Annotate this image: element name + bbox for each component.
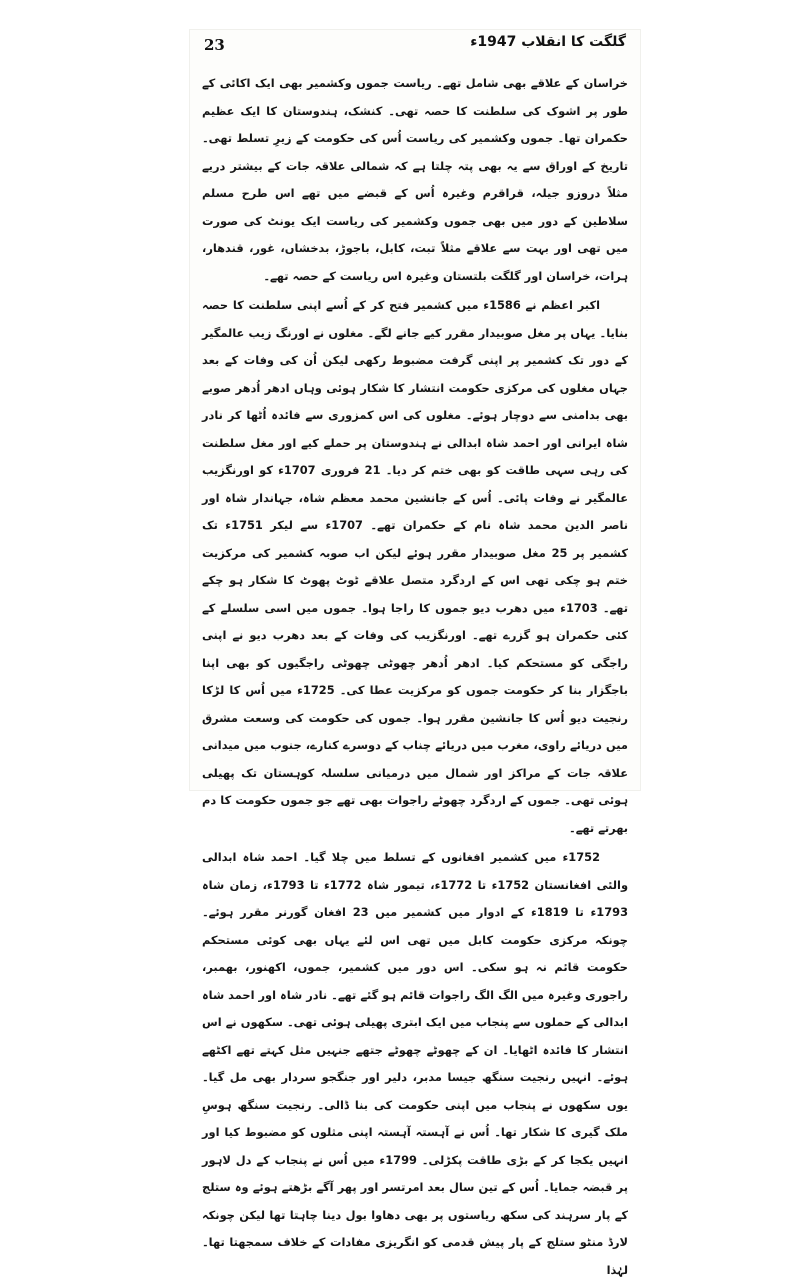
page-number: 23 xyxy=(204,36,225,54)
body-text xyxy=(202,70,628,1284)
running-title: گلگت کا انقلاب 1947ء xyxy=(470,34,626,50)
paragraph: اکبر اعظم نے 1586ء میں کشمیر فتح کر کے اُسے اپنی سلطنت کا حصہ بنایا۔ یہاں پر مغل صوبیدار مقرر کیے جانے لگے۔ مغلوں نے اورنگ زیب عالمگیر کے دور تک کشمیر پر اپنی گرفت مضبوط رکھی لیکن اُن کی وفات کے بعد جہاں مغلوں کی مرکزی حکومت انتشار کا شکار ہوئی وہاں ادھر اُدھر صوبے بھی بدامنی سے دوچار ہوئے۔ مغلوں کی اس کمزوری سے فائدہ اُٹھا کر نادر شاہ ایرانی اور احمد شاہ ابدالی نے ہندوستان پر حملے کیے اور مغل سلطنت کی رہی سہی طاقت کو بھی ختم کر دیا۔ 21 فروری 1707ء کو اورنگزیب عالمگیر نے وفات پائی۔ اُس کے جانشین محمد معظم شاہ، جہاندار شاہ اور ناصر الدین محمد شاہ نام کے حکمران تھے۔ 1707ء سے لیکر 1751ء تک کشمیر پر 25 مغل صوبیدار مقرر ہوئے لیکن اب صوبہ کشمیر کی مرکزیت ختم ہو چکی تھی اس کے اردگرد متصل علاقے ٹوٹ پھوٹ کا شکار ہو چکے تھے۔ 1703ء میں دھرب دیو جموں کا راجا ہوا۔ جموں میں اسی سلسلے کے کئی حکمران ہو گزرے تھے۔ اورنگزیب کی وفات کے بعد دھرب دیو نے اپنی راجگی کو مستحکم کیا۔ ادھر اُدھر چھوٹی چھوٹی راجگیوں کو بھی اپنا باجگزار بنا کر حکومت جموں کو مرکزیت عطا کی۔ 1725ء میں اُس کا لڑکا رنجیت دیو اُس کا جانشین مقرر ہوا۔ جموں کی حکومت کی وسعت مشرق میں دریائے راوی، مغرب میں دریائے چناب کے دوسرے کنارے، جنوب میں میدانی علاقہ جات کے مراکز اور شمال میں درمیانی سلسلہ کوہستان تک پھیلی ہوئی تھی۔ جموں کے اردگرد چھوٹے راجوات بھی تھے جو جموں حکومت کا دم بھرتے تھے۔ xyxy=(202,298,629,835)
page-header xyxy=(190,30,640,60)
paragraph: خراسان کے علاقے بھی شامل تھے۔ ریاست جموں وکشمیر بھی ایک اکائی کے طور پر اشوک کی سلطنت کا حصہ تھی۔ کنشک، ہندوستان کا ایک عظیم حکمران تھا۔ جموں وکشمیر کی ریاست اُس کی حکومت کے زیرِ تسلط تھی۔ تاریخ کے اوراق سے یہ بھی پتہ چلتا ہے کہ شمالی علاقہ جات کے بیشتر دریے مثلاً دروزو جیلہ، قراقرم وغیرہ اُس کے قبضے میں تھے اس طرح مسلم سلاطین کے دور میں بھی جموں وکشمیر کی ریاست ایک یونٹ کی صورت میں تھی اور بہت سے علاقے مثلاً تبت، کابل، باجوڑ، بدخشاں، غور، قندھار، ہرات، خراسان اور گلگت بلتستان وغیرہ اس ریاست کے حصہ تھے۔ xyxy=(202,76,628,283)
paragraph: 1752ء میں کشمیر افغانوں کے تسلط میں چلا گیا۔ احمد شاہ ابدالی والئی افغانستان 1752ء تا 1772ء، تیمور شاہ 1772ء تا 1793ء، زمان شاہ 1793ء تا 1819ء کے ادوار میں کشمیر میں 23 افغان گورنر مقرر ہوئے۔ چونکہ مرکزی حکومت کابل میں تھی اس لئے یہاں بھی کوئی مستحکم حکومت قائم نہ ہو سکی۔ اس دور میں کشمیر، جموں، اکھنور، بھمبر، راجوری وغیرہ میں الگ الگ راجوات قائم ہو گئے تھے۔ نادر شاہ اور احمد شاہ ابدالی کے حملوں سے پنجاب میں ایک ابتری پھیلی ہوئی تھی۔ سکھوں نے اس انتشار کا فائدہ اٹھایا۔ ان کے چھوٹے چھوٹے جتھے جنہیں مثل کہتے تھے اکٹھے ہوئے۔ انہیں رنجیت سنگھ جیسا مدبر، دلیر اور جنگجو سردار بھی مل گیا۔ یوں سکھوں نے پنجاب میں اپنی حکومت کی بنا ڈالی۔ رنجیت سنگھ ہوسِ ملک گیری کا شکار تھا۔ اُس نے آہستہ آہستہ اپنی مثلوں کو مضبوط کیا اور انہیں یکجا کر کے بڑی طاقت پکڑلی۔ 1799ء میں اُس نے پنجاب کے دل لاہور پر قبضہ جمایا۔ اُس کے تین سال بعد امرتسر اور پھر آگے بڑھتے ہوئے وہ ستلج کے پار سرہند کی سکھ ریاستوں پر بھی دھاوا بول دینا چاہتا تھا لیکن چونکہ لارڈ منٹو ستلج کے پار پیش قدمی کو انگریزی مفادات کے خلاف سمجھتا تھا۔ لہٰذا xyxy=(202,850,629,1277)
book-page xyxy=(190,30,640,1277)
